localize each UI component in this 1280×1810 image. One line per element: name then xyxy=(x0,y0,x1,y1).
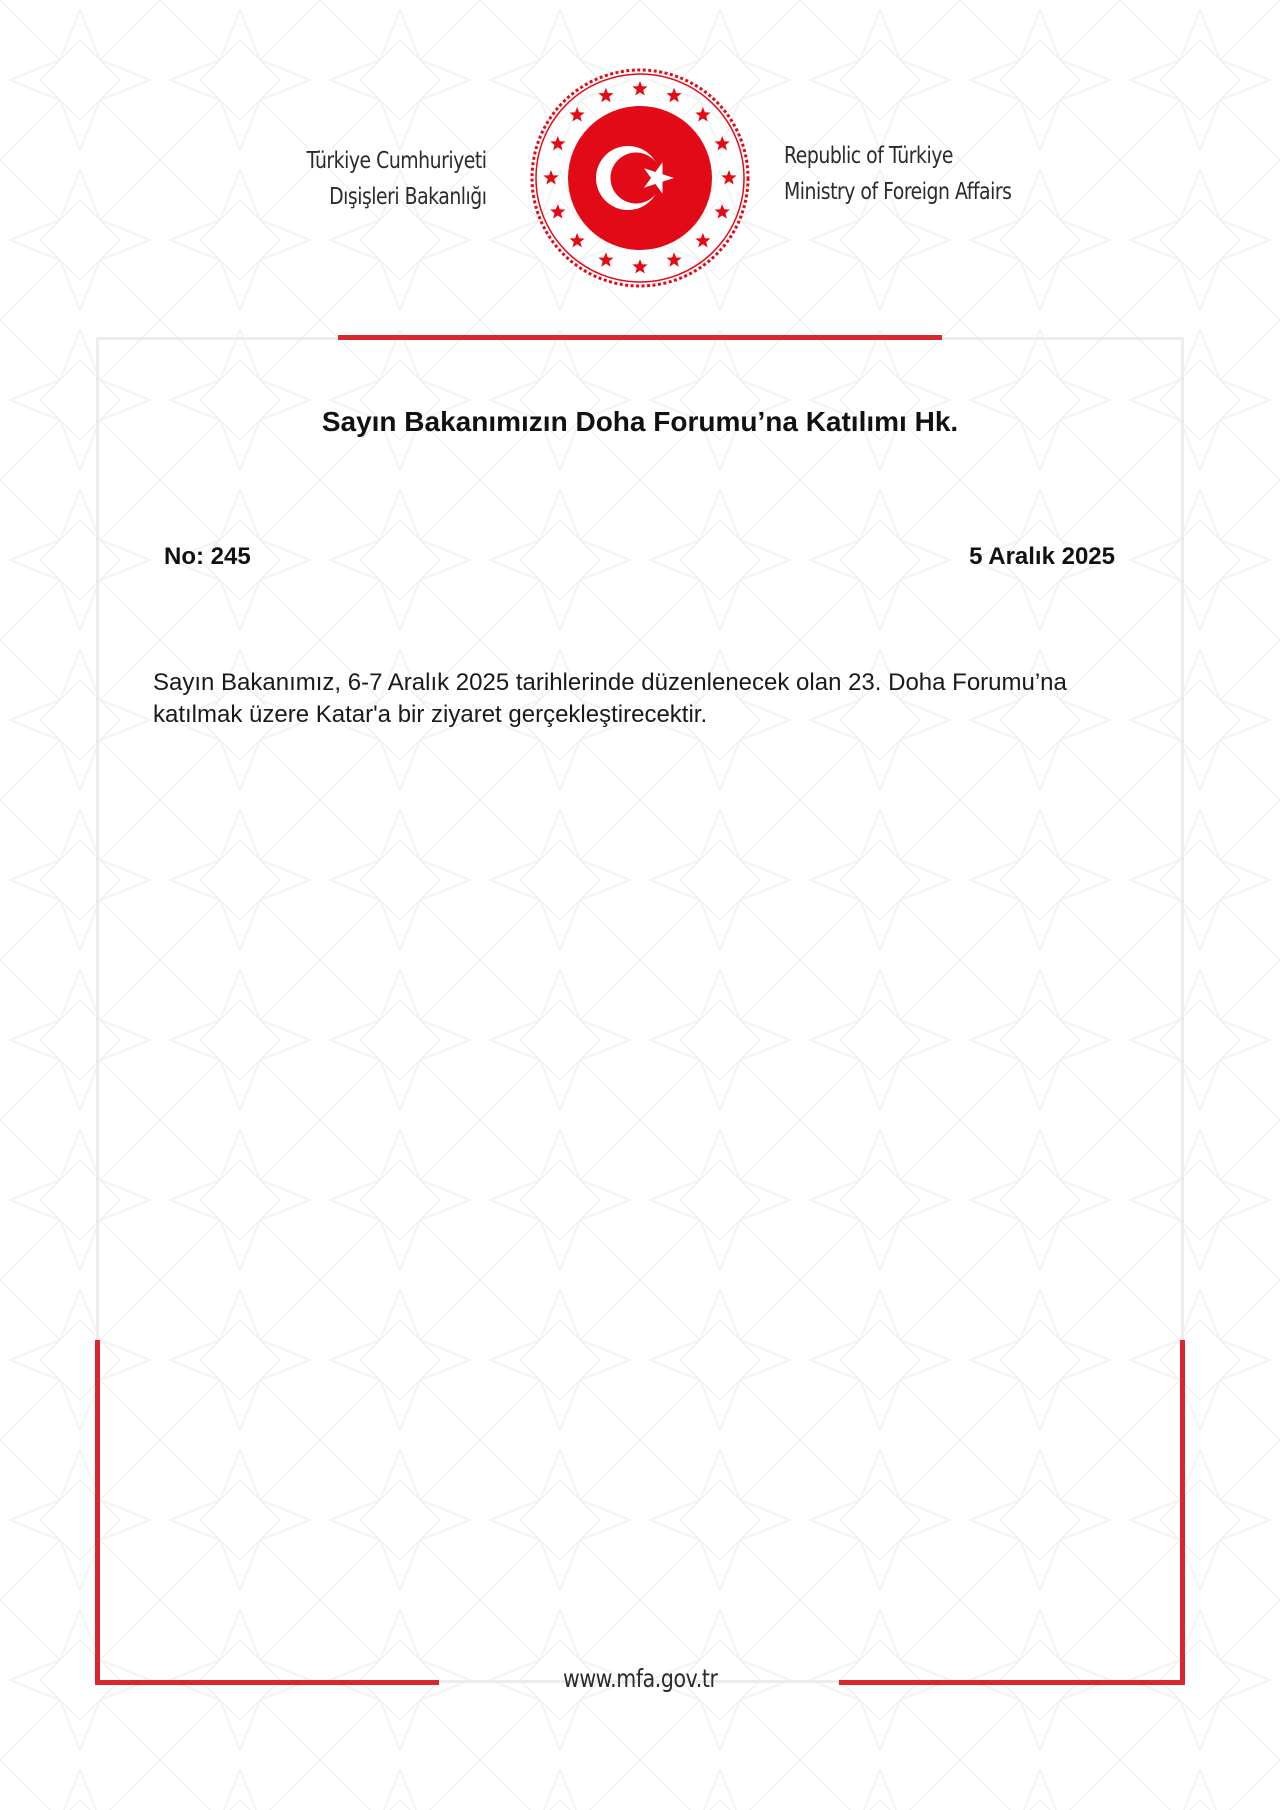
org-name-english-line2: Ministry of Foreign Affairs xyxy=(784,179,1012,205)
org-name-turkish-line1: Türkiye Cumhuriyeti xyxy=(306,148,487,174)
seal-star-icon xyxy=(632,81,647,96)
org-name-english-line1: Republic of Türkiye xyxy=(784,143,953,169)
bottom-right-red-accent-vertical xyxy=(1180,1340,1185,1685)
seal-star-icon xyxy=(667,88,682,102)
seal-star-icon xyxy=(543,170,558,185)
footer-website-link[interactable]: www.mfa.gov.tr xyxy=(562,1664,718,1693)
document-body: Sayın Bakanımız, 6-7 Aralık 2025 tarihlerinde düzenlenecek olan 23. Doha Forumu’na katılmak üzere Katar'a bir ziyaret gerçekleştirecektir. xyxy=(153,669,1067,728)
turkish-mfa-seal-icon xyxy=(527,65,753,291)
seal-star-icon xyxy=(715,136,730,151)
seal-star-icon xyxy=(695,107,710,121)
seal-star-icon xyxy=(570,233,585,248)
seal-star-icon xyxy=(667,252,682,267)
seal-star-icon xyxy=(570,107,585,121)
org-name-english xyxy=(784,138,1011,210)
document-number: No: 245 xyxy=(164,543,251,570)
document-date: 5 Aralık 2025 xyxy=(969,543,1115,570)
seal-star-icon xyxy=(550,136,565,151)
org-name-turkish-line2: Dışişleri Bakanlığı xyxy=(329,184,487,210)
seal-star-icon xyxy=(715,204,730,218)
letterhead xyxy=(0,0,1280,300)
bottom-left-red-accent-vertical xyxy=(95,1340,100,1685)
document-title: Sayın Bakanımızın Doha Forumu’na Katılımı Hk. xyxy=(321,406,959,437)
seal-star-icon xyxy=(721,170,736,185)
seal-star-icon xyxy=(598,88,613,102)
seal-star-icon xyxy=(598,252,613,267)
top-red-accent xyxy=(338,335,942,340)
footer-website[interactable] xyxy=(0,1664,1280,1693)
seal-star-icon xyxy=(695,233,710,248)
org-name-turkish xyxy=(307,143,487,215)
seal-star-icon xyxy=(632,259,647,274)
seal-star-icon xyxy=(550,204,565,218)
document-frame xyxy=(96,337,1184,1683)
